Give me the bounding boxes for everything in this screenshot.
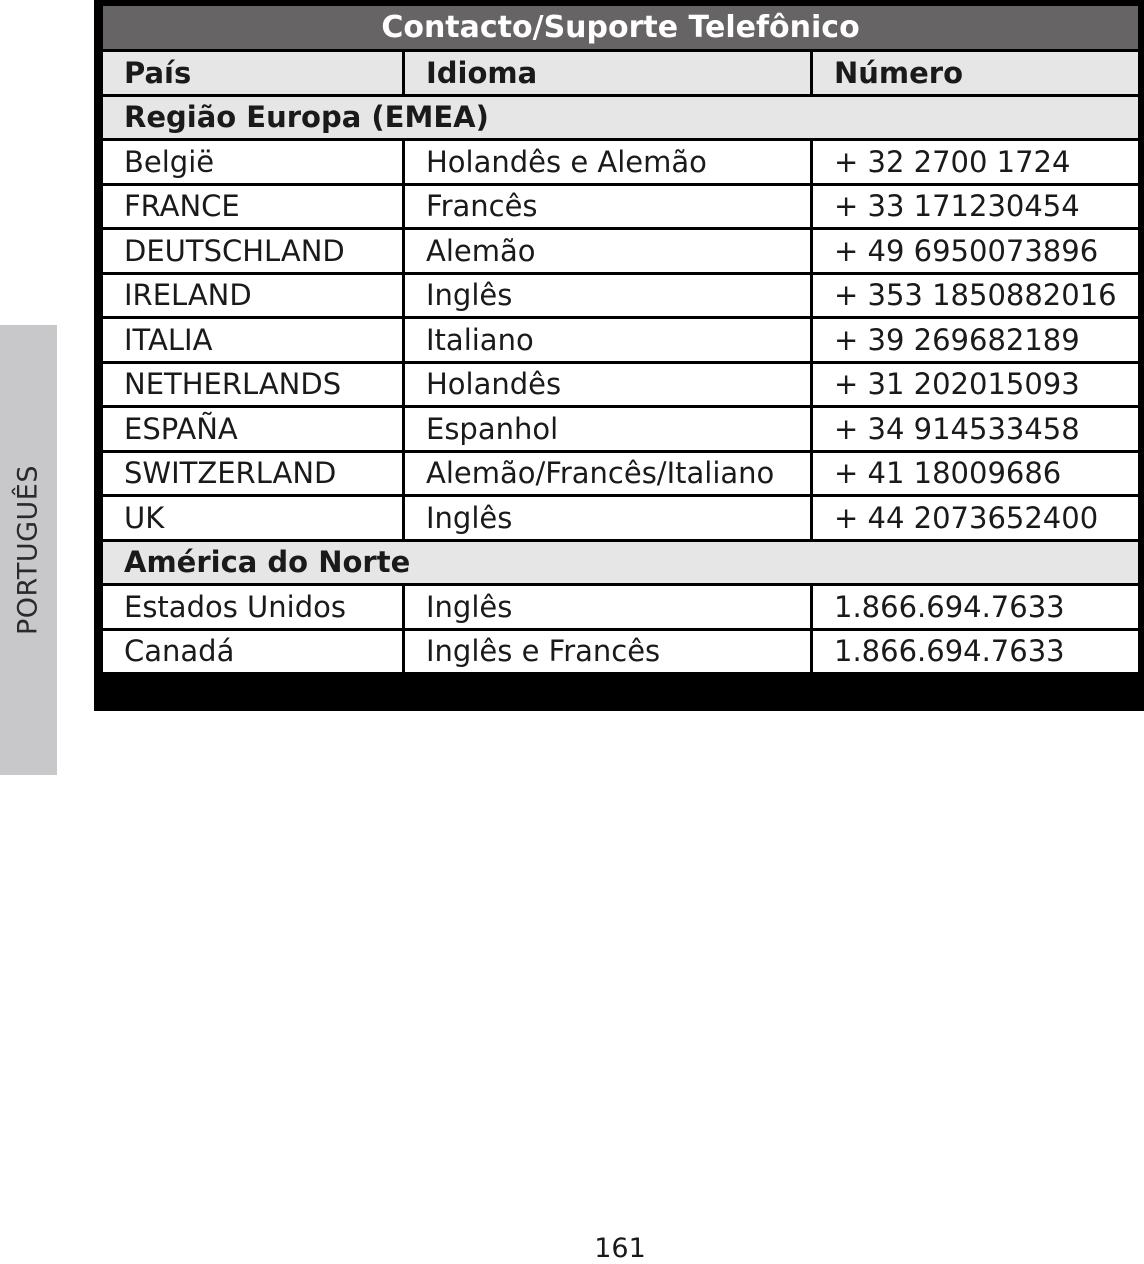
language-cell: Italiano <box>404 318 812 363</box>
language-side-tab-label: PORTUGUÊS <box>12 465 44 635</box>
country-cell: DEUTSCHLAND <box>102 229 404 274</box>
country-cell: IRELAND <box>102 273 404 318</box>
number-cell: + 34 914533458 <box>812 407 1140 452</box>
language-cell: Holandês e Alemão <box>404 140 812 185</box>
region-row-emea <box>102 95 1140 140</box>
phone-support-table-frame <box>94 0 1144 711</box>
language-side-tab <box>0 325 57 775</box>
country-cell: NETHERLANDS <box>102 362 404 407</box>
table-row <box>102 273 1140 318</box>
number-cell: + 39 269682189 <box>812 318 1140 363</box>
table-row <box>102 140 1140 185</box>
table-row <box>102 184 1140 229</box>
country-cell: België <box>102 140 404 185</box>
table-row <box>102 407 1140 452</box>
region-label: América do Norte <box>102 540 1140 585</box>
language-cell: Inglês <box>404 496 812 541</box>
phone-support-table <box>100 6 1141 675</box>
region-row-north-america <box>102 540 1140 585</box>
table-title-row <box>102 6 1140 51</box>
column-header-country: País <box>102 51 404 96</box>
country-cell: ITALIA <box>102 318 404 363</box>
number-cell: + 31 202015093 <box>812 362 1140 407</box>
country-cell: Canadá <box>102 629 404 674</box>
country-cell: ESPAÑA <box>102 407 404 452</box>
column-header-number: Número <box>812 51 1140 96</box>
number-cell: + 353 1850882016 <box>812 273 1140 318</box>
language-cell: Alemão <box>404 229 812 274</box>
table-title: Contacto/Suporte Telefônico <box>102 6 1140 51</box>
language-cell: Francês <box>404 184 812 229</box>
language-cell: Alemão/Francês/Italiano <box>404 451 812 496</box>
number-cell: 1.866.694.7633 <box>812 629 1140 674</box>
number-cell: + 44 2073652400 <box>812 496 1140 541</box>
language-cell: Inglês <box>404 585 812 630</box>
table-row <box>102 629 1140 674</box>
table-row <box>102 229 1140 274</box>
table-row <box>102 318 1140 363</box>
language-cell: Inglês e Francês <box>404 629 812 674</box>
country-cell: Estados Unidos <box>102 585 404 630</box>
language-cell: Espanhol <box>404 407 812 452</box>
language-cell: Holandês <box>404 362 812 407</box>
country-cell: FRANCE <box>102 184 404 229</box>
table-row <box>102 362 1140 407</box>
number-cell: + 33 171230454 <box>812 184 1140 229</box>
table-row <box>102 496 1140 541</box>
table-header-row <box>102 51 1140 96</box>
number-cell: 1.866.694.7633 <box>812 585 1140 630</box>
column-header-language: Idioma <box>404 51 812 96</box>
page-number: 161 <box>594 1233 646 1264</box>
language-cell: Inglês <box>404 273 812 318</box>
table-row <box>102 451 1140 496</box>
table-row <box>102 585 1140 630</box>
country-cell: SWITZERLAND <box>102 451 404 496</box>
number-cell: + 41 18009686 <box>812 451 1140 496</box>
region-label: Região Europa (EMEA) <box>102 95 1140 140</box>
number-cell: + 49 6950073896 <box>812 229 1140 274</box>
number-cell: + 32 2700 1724 <box>812 140 1140 185</box>
country-cell: UK <box>102 496 404 541</box>
